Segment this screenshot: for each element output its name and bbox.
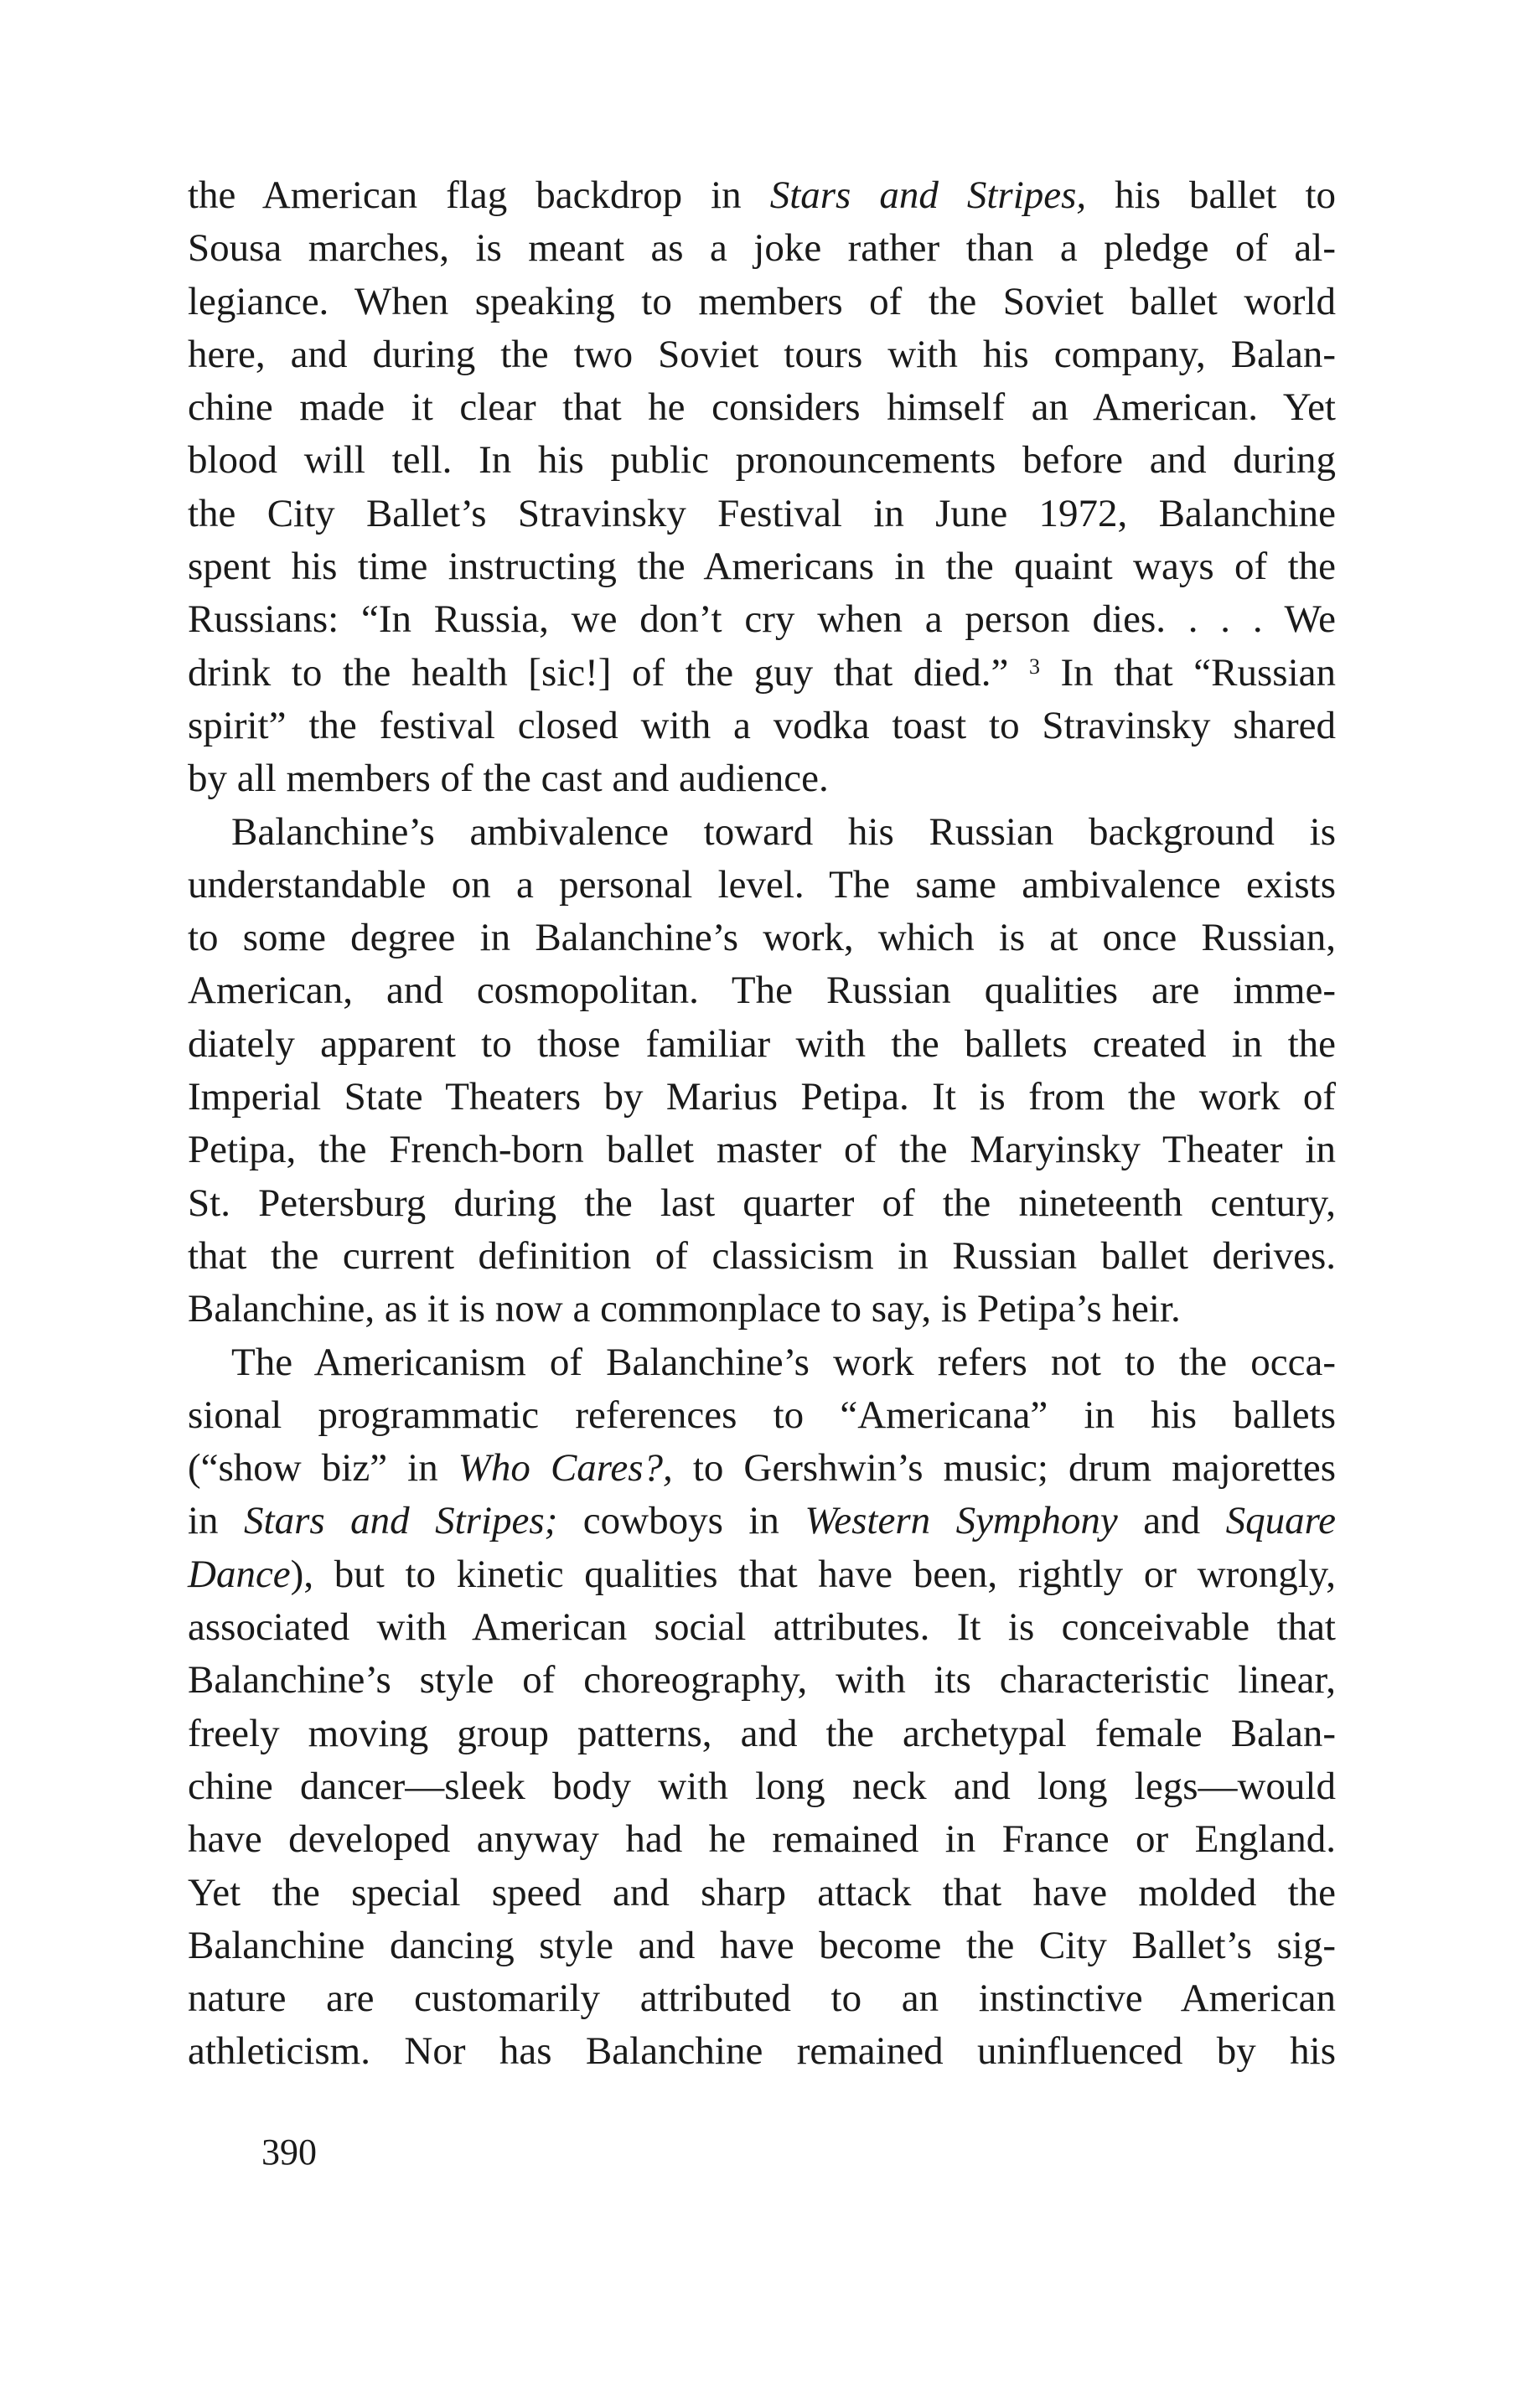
text-line: blood will tell. In his public pronouncements before and during bbox=[188, 438, 1336, 483]
text-line: have developed anyway had he remained in France or England. bbox=[188, 1817, 1336, 1862]
text-line: nature are customarily attributed to an instinctive American bbox=[188, 1977, 1336, 2021]
text-line: (“show biz” in Who Cares?, to Gershwin’s music; drum majorettes bbox=[188, 1446, 1336, 1491]
text-line: spirit” the festival closed with a vodka toast to Stravinsky shared bbox=[188, 703, 1336, 747]
text-line: diately apparent to those familiar with the ballets created in the bbox=[188, 1021, 1336, 1066]
text-line: American, and cosmopolitan. The Russian qualities are imme- bbox=[188, 969, 1336, 1013]
text-line: Dance), but to kinetic qualities that have been, rightly or wrongly, bbox=[188, 1552, 1336, 1596]
text-line: freely moving group patterns, and the archetypal female Balan- bbox=[188, 1711, 1336, 1755]
text-line: Petipa, the French-born ballet master of the Maryinsky Theater in bbox=[188, 1128, 1336, 1172]
text-line: legiance. When speaking to members of the Soviet ballet world bbox=[188, 279, 1336, 323]
text-line: St. Petersburg during the last quarter of the nineteenth century, bbox=[188, 1181, 1336, 1225]
text-line: understandable on a personal level. The same ambivalence exists bbox=[188, 862, 1336, 907]
text-line: by all members of the cast and audience. bbox=[188, 757, 829, 801]
text-line: associated with American social attributes. It is conceivable that bbox=[188, 1605, 1336, 1650]
page-number: 390 bbox=[261, 2132, 317, 2173]
text-line: Balanchine dancing style and have become the City Ballet’s sig- bbox=[188, 1923, 1336, 1967]
text-line: Balanchine, as it is now a commonplace to say, is Petipa’s heir. bbox=[188, 1287, 1181, 1331]
text-line: in Stars and Stripes; cowboys in Western Symphony and Square bbox=[188, 1499, 1336, 1543]
text-line: sional programmatic references to “Americana” in his ballets bbox=[188, 1393, 1336, 1437]
text-line: the American flag backdrop in Stars and Stripes, his ballet to bbox=[188, 173, 1337, 217]
text-line: Imperial State Theaters by Marius Petipa. It is from the work of bbox=[188, 1075, 1336, 1119]
text-line: Russians: “In Russia, we don’t cry when a person dies. . . . We bbox=[188, 597, 1336, 642]
text-line: Balanchine’s style of choreography, with its characteristic linear, bbox=[188, 1658, 1336, 1703]
text-line: the City Ballet’s Stravinsky Festival in June 1972, Balanchine bbox=[188, 491, 1336, 535]
text-line: chine dancer—sleek body with long neck and long legs—would bbox=[188, 1764, 1336, 1808]
body-text bbox=[188, 169, 1336, 2079]
text-line: spent his time instructing the Americans in the quaint ways of the bbox=[188, 545, 1336, 589]
text-line: that the current definition of classicism in Russian ballet derives. bbox=[188, 1233, 1336, 1278]
text-line: Sousa marches, is meant as a joke rather than a pledge of al- bbox=[188, 226, 1336, 271]
text-line: Yet the special speed and sharp attack that have molded the bbox=[188, 1870, 1336, 1915]
footnote-marker: 3 bbox=[1028, 654, 1040, 679]
text-line: drink to the health [sic!] of the guy that died.” $^3$ In that “Russian bbox=[188, 650, 1336, 695]
text-line: here, and during the two Soviet tours with his company, Balan- bbox=[188, 332, 1336, 376]
text-line: to some degree in Balanchine’s work, which is at once Russian, bbox=[188, 916, 1336, 960]
paragraph-first-line: Balanchine’s ambivalence toward his Russian background is bbox=[231, 809, 1336, 854]
text-line: athleticism. Nor has Balanchine remained uninfluenced by his bbox=[188, 2029, 1336, 2074]
paragraph-first-line: The Americanism of Balanchine’s work refers not to the occa- bbox=[231, 1340, 1336, 1384]
text-line: chine made it clear that he considers himself an American. Yet bbox=[188, 385, 1336, 430]
